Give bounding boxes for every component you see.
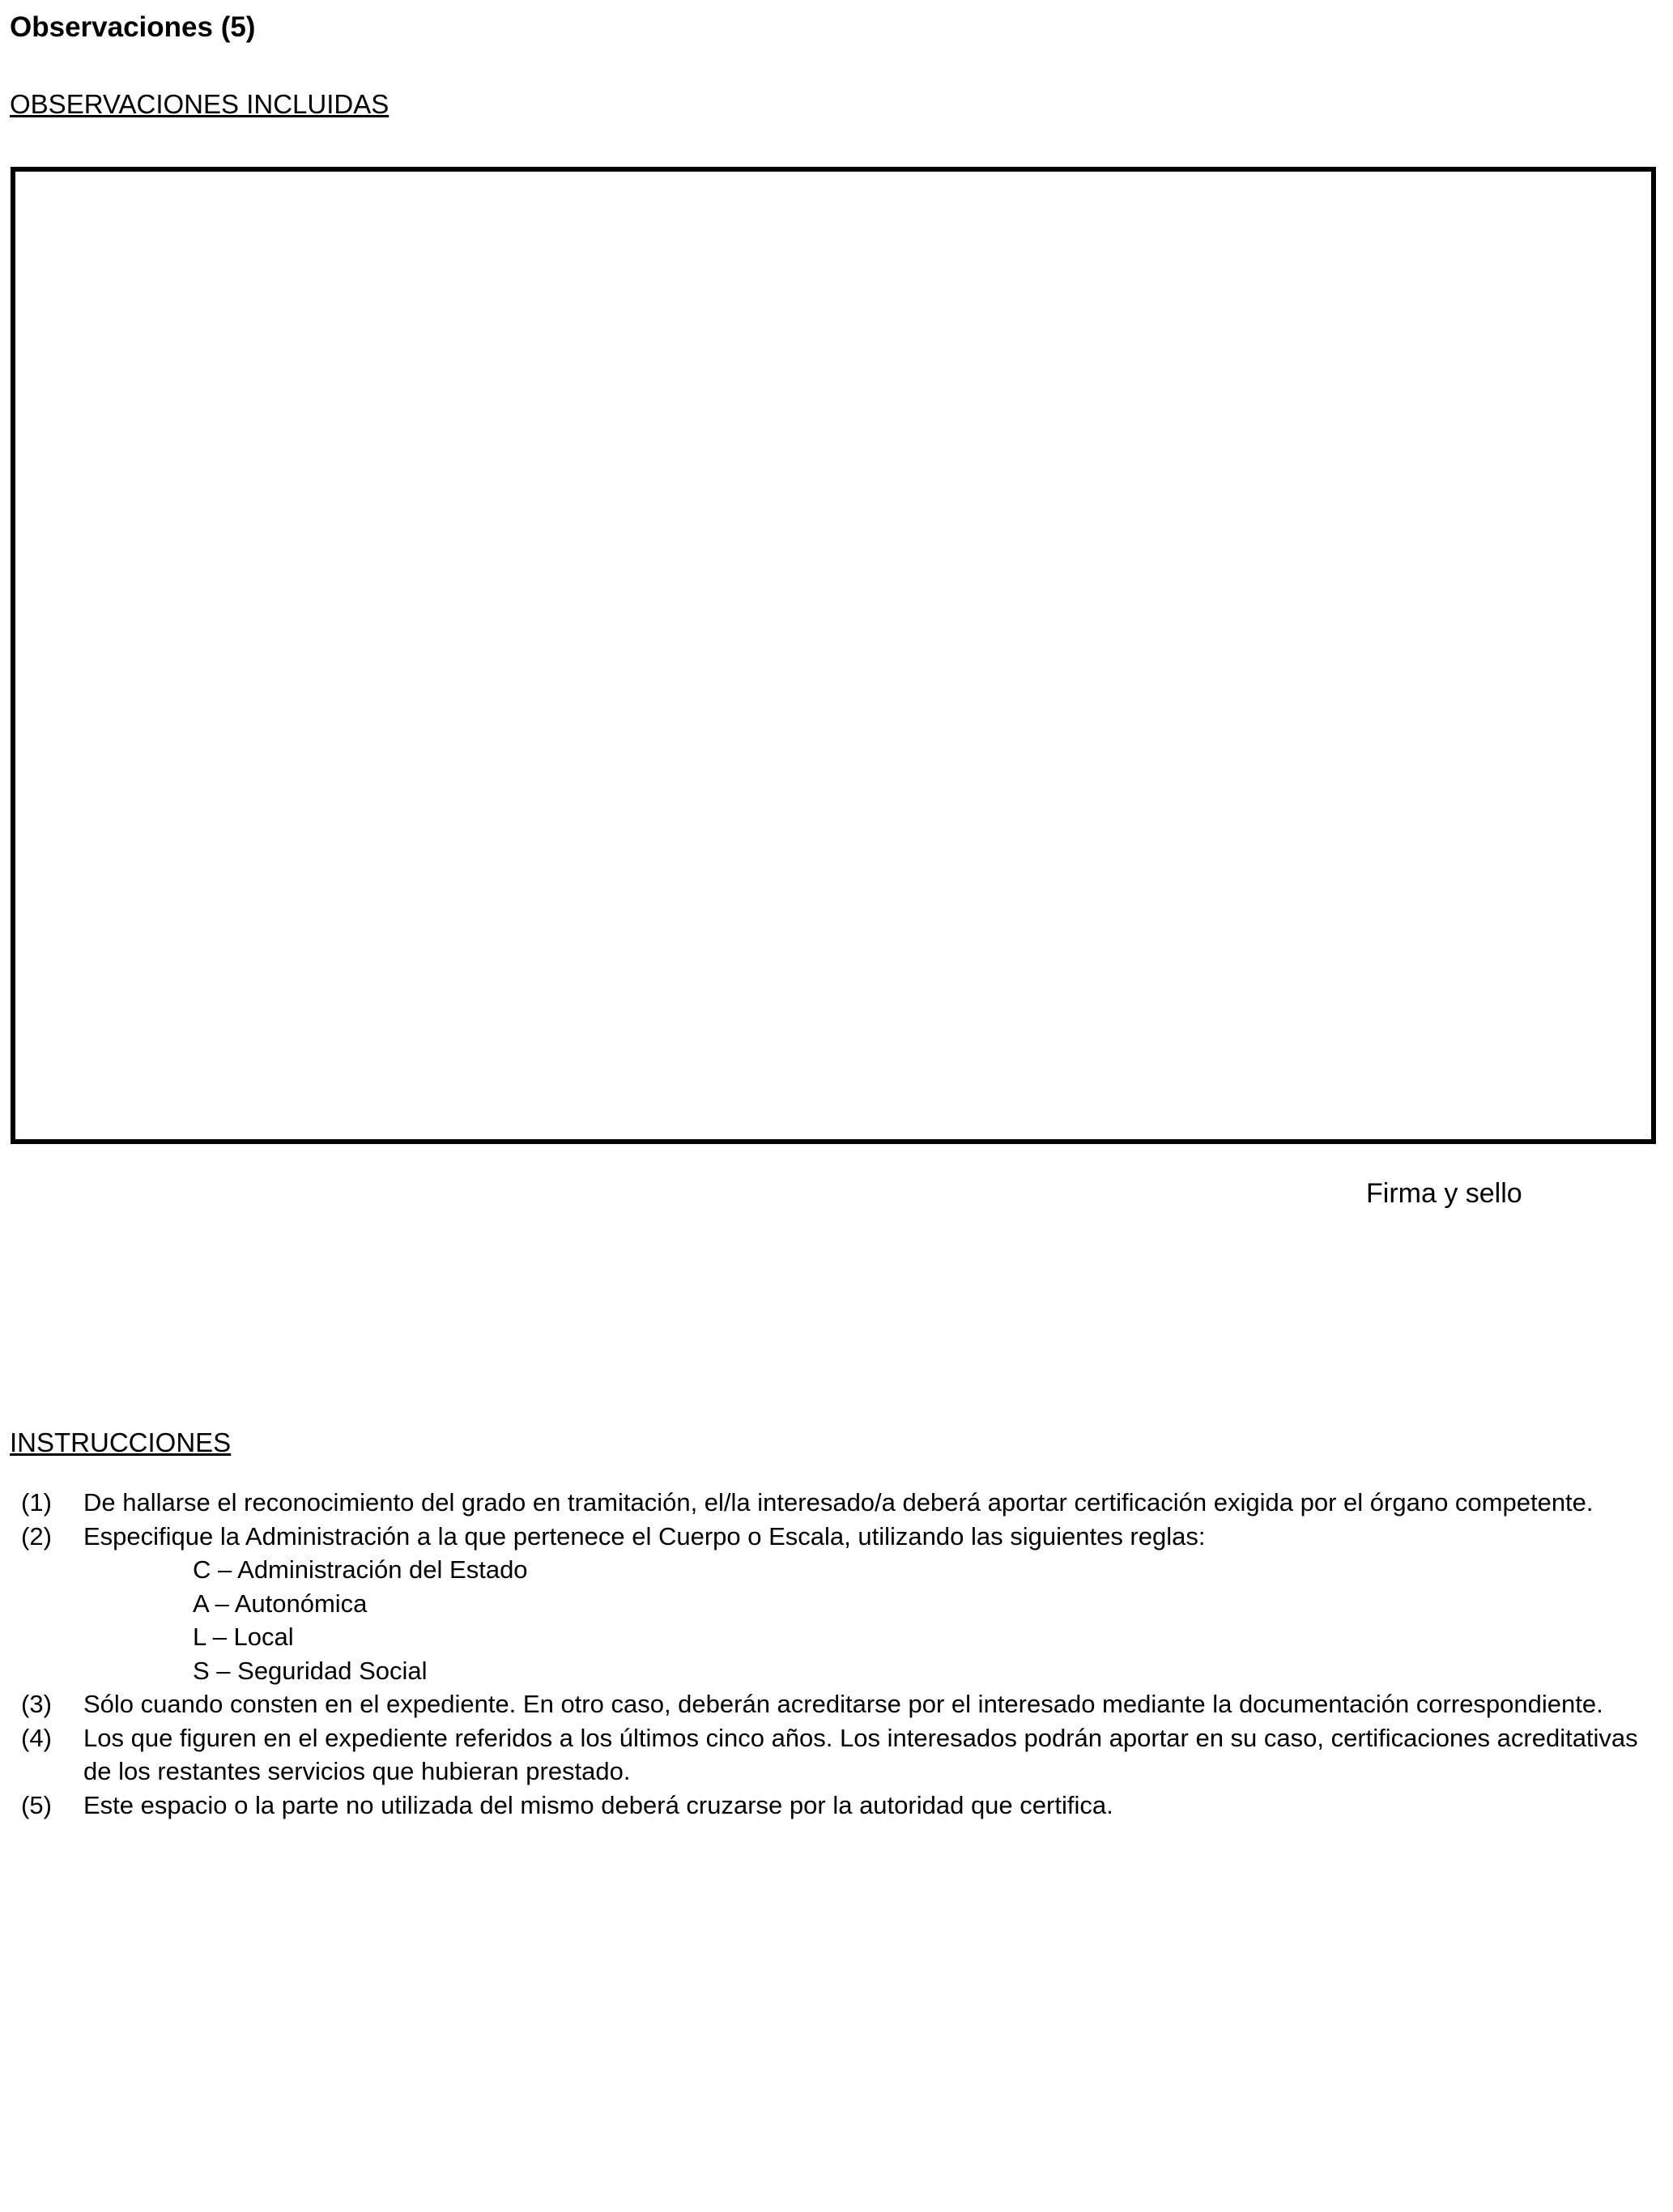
administration-rule: C – Administración del Estado [193,1555,528,1584]
instruction-item [0,1721,1673,1789]
instruction-text: Especifique la Administración a la que pertenece el Cuerpo o Escala, utilizando las siguientes reglas: [83,1521,1206,1551]
instruction-text: Sólo cuando consten en el expediente. En otro caso, deberán acreditarse por el interesado mediante la documentación correspondiente. [83,1690,1603,1718]
instruction-text: De hallarse el reconocimiento del grado en tramitación, el/la interesado/a deberá aportar certificación exigida por el órgano competente. [83,1488,1594,1516]
instruction-number: (2) [21,1521,52,1551]
instruction-number: (4) [21,1723,52,1752]
instruction-text: Este espacio o la parte no utilizada del mismo deberá cruzarse por la autoridad que certifica. [83,1790,1113,1819]
instruction-item [0,1789,1673,1823]
administration-rule: S – Seguridad Social [193,1656,428,1685]
instruction-number: (5) [21,1790,52,1819]
instruction-item [0,1520,1673,1554]
instruction-number: (3) [21,1690,52,1718]
page-title: Observaciones (5) [10,11,256,43]
administration-rule: A – Autonómica [193,1589,368,1618]
administration-rule: L – Local [193,1623,294,1651]
observations-box[interactable] [11,167,1656,1144]
instructions-list [0,1486,1673,1822]
instruction-text: Los que figuren en el expediente referidos a los últimos cinco años. Los interesados podrán aportar en su caso, certificaciones acreditativas de los restantes servicios que hubieran prestado. [83,1723,1638,1785]
observations-heading: OBSERVACIONES INCLUIDAS [10,89,390,119]
instruction-item [0,1486,1673,1520]
instruction-item [0,1687,1673,1721]
instruction-number: (1) [21,1488,52,1516]
instructions-heading: INSTRUCCIONES [10,1427,232,1457]
signature-label: Firma y sello [1366,1178,1522,1209]
